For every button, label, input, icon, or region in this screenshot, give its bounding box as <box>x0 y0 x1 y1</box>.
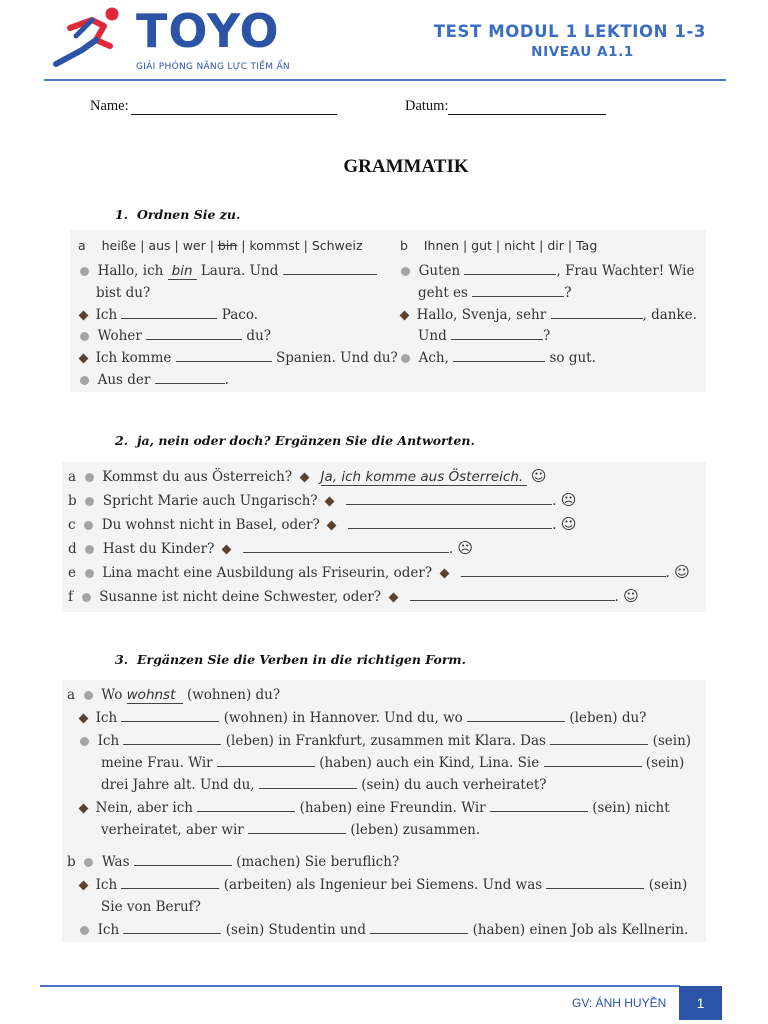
text: so gut. <box>549 350 596 366</box>
word: kommst <box>249 238 300 253</box>
text: Ich komme <box>95 350 172 366</box>
text: (haben) auch ein Kind, Lina. Sie <box>319 755 540 771</box>
diamond-icon <box>388 593 398 603</box>
ex1-a-line-5 <box>80 350 398 366</box>
answer-blank[interactable] <box>410 599 615 601</box>
answer-blank[interactable] <box>197 810 295 812</box>
ex2-item-c <box>68 515 577 533</box>
period: . <box>448 541 454 557</box>
answer-blank[interactable] <box>464 273 556 275</box>
answer-blank[interactable] <box>176 360 272 362</box>
ex3-b-line-1 <box>67 854 399 870</box>
letter: a <box>78 238 86 253</box>
text: Spanien. Und du? <box>275 350 398 366</box>
text: geht es <box>418 285 468 301</box>
ex3-a-line-1 <box>67 687 280 704</box>
ex3-a-line-6 <box>80 800 670 816</box>
text: (sein) <box>652 733 692 749</box>
answer-blank[interactable] <box>472 295 564 297</box>
diamond-icon <box>222 545 232 555</box>
word-used: bin <box>217 238 238 253</box>
ex2-item-f <box>68 587 639 605</box>
letter: c <box>68 517 76 533</box>
diamond-icon <box>299 473 309 483</box>
exercise-number: 3. <box>115 652 129 667</box>
text: (sein) <box>645 755 685 771</box>
ex1-a-line-2: bist du? <box>96 285 151 301</box>
header-rule <box>44 79 726 81</box>
sample-answer: wohnst <box>127 687 183 704</box>
ex1-a-line-6 <box>80 372 229 388</box>
exercise-2-title <box>115 433 475 448</box>
question: Kommst du aus Österreich? <box>102 469 293 485</box>
answer-blank[interactable] <box>134 864 232 866</box>
smiley-icon: ☺ <box>674 563 690 581</box>
ex3-b-line-3: Sie von Beruf? <box>101 899 201 915</box>
text: Wo <box>101 687 123 703</box>
name-label: Name: <box>90 98 129 114</box>
word: Ihnen <box>423 238 459 253</box>
word: Tag <box>576 238 598 253</box>
letter: b <box>67 854 76 870</box>
diamond-icon <box>79 354 89 364</box>
text: (haben) eine Freundin. Wir <box>299 800 486 816</box>
dot-icon <box>84 858 93 867</box>
text: , Frau Wachter! Wie <box>556 263 695 279</box>
text: meine Frau. Wir <box>101 755 213 771</box>
dot-icon <box>85 473 94 482</box>
word-box-a: a heiße | aus | wer | bin | kommst | Schweiz <box>78 238 363 253</box>
answer-blank[interactable] <box>370 932 468 934</box>
answer-blank[interactable] <box>217 765 315 767</box>
exercise-number: 2. <box>115 433 129 448</box>
text: . <box>224 372 229 388</box>
ex1-a-line-1 <box>80 263 377 279</box>
text: (wohnen) du? <box>186 687 281 703</box>
text: , danke. <box>642 307 697 323</box>
answer-blank[interactable] <box>546 887 644 889</box>
text: Und <box>418 328 447 344</box>
frown-icon: ☹ <box>560 491 577 509</box>
letter: f <box>68 589 73 605</box>
dot-icon <box>401 354 410 363</box>
answer-blank[interactable] <box>550 743 648 745</box>
answer-blank[interactable] <box>461 575 666 577</box>
ex1-b-line-3 <box>401 307 697 323</box>
word: dir <box>547 238 564 253</box>
answer-blank[interactable] <box>544 765 642 767</box>
text: Ich <box>97 922 120 938</box>
exercise-number: 1. <box>115 207 129 222</box>
answer-blank[interactable] <box>451 338 543 340</box>
text: (sein) <box>648 877 688 893</box>
frown-icon: ☹ <box>457 539 474 557</box>
dot-icon <box>80 267 89 276</box>
dot-icon <box>85 545 94 554</box>
answer-blank[interactable] <box>123 932 221 934</box>
word: heiße <box>101 238 137 253</box>
text: (machen) Sie beruflich? <box>236 854 400 870</box>
text: (leben) du? <box>569 710 647 726</box>
dot-icon <box>80 926 89 935</box>
answer-blank[interactable] <box>551 317 643 319</box>
diamond-icon <box>439 569 449 579</box>
dot-icon <box>80 376 89 385</box>
answer-blank[interactable] <box>121 317 217 319</box>
exercise-3-title <box>115 652 466 667</box>
smiley-icon: ☺ <box>530 467 547 485</box>
ex2-item-d <box>68 539 473 557</box>
word: gut <box>471 238 492 253</box>
ex1-b-line-4 <box>418 328 550 344</box>
letter: a <box>68 469 77 485</box>
smiley-icon: ☺ <box>560 515 577 533</box>
text: Guten <box>418 263 461 279</box>
text: ? <box>543 328 551 344</box>
question: Du wohnst nicht in Basel, oder? <box>101 517 320 533</box>
teacher-name: GV: ÁNH HUYỀN <box>572 996 667 1010</box>
text: verheiratet, aber wir <box>101 822 244 838</box>
word-box-b: b Ihnen | gut | nicht | dir | Tag <box>400 238 598 253</box>
answer-blank[interactable] <box>348 527 552 529</box>
diamond-icon <box>79 311 89 321</box>
dot-icon <box>85 569 94 578</box>
answer-blank[interactable] <box>467 720 565 722</box>
dot-icon <box>80 332 89 341</box>
test-title: TEST MODUL 1 LEKTION 1-3 <box>433 22 706 41</box>
answer-blank[interactable] <box>121 887 219 889</box>
dot-icon <box>82 593 91 602</box>
test-level: NIVEAU A1.1 <box>531 44 634 60</box>
text: Ich <box>95 710 118 726</box>
diamond-icon <box>79 714 89 724</box>
question: Spricht Marie auch Ungarisch? <box>102 493 318 509</box>
ex1-a-line-4 <box>80 328 271 344</box>
ex3-b-line-2 <box>80 877 687 893</box>
letter: b <box>400 238 408 253</box>
text: Was <box>101 854 130 870</box>
text: (wohnen) in Hannover. Und du, wo <box>223 710 463 726</box>
answer-blank[interactable] <box>490 810 588 812</box>
text: (arbeiten) als Ingenieur bei Siemens. Und was <box>223 877 543 893</box>
diamond-icon <box>79 881 89 891</box>
exercise-instruction: Ergänzen Sie die Verben in die richtigen Form. <box>137 652 466 667</box>
ex1-b-line-5 <box>401 350 596 366</box>
ex3-a-line-7 <box>101 822 480 838</box>
text: (sein) Studentin und <box>225 922 366 938</box>
name-field[interactable] <box>131 114 337 115</box>
answer-blank[interactable] <box>243 551 449 553</box>
question: Hast du Kinder? <box>102 541 215 557</box>
diamond-icon <box>325 497 335 507</box>
text: du? <box>246 328 271 344</box>
ex3-b-line-4 <box>80 922 688 938</box>
diamond-icon <box>79 804 89 814</box>
period: . <box>552 493 557 509</box>
text: Ach, <box>418 350 449 366</box>
ex2-item-b <box>68 491 576 509</box>
dot-icon <box>401 267 410 276</box>
ex2-item-a <box>68 467 546 486</box>
text: (leben) zusammen. <box>350 822 481 838</box>
dot-icon <box>84 521 93 530</box>
dot-icon <box>85 497 94 506</box>
period: . <box>552 517 557 533</box>
text: Hallo, ich <box>97 263 164 279</box>
letter: a <box>67 687 76 703</box>
word: Schweiz <box>311 238 363 253</box>
text: (leben) in Frankfurt, zusammen mit Klara. Das <box>225 733 546 749</box>
question: Lina macht eine Ausbildung als Friseurin, oder? <box>102 565 433 581</box>
text: Laura. Und <box>200 263 279 279</box>
text: Nein, aber ich <box>95 800 193 816</box>
answer-blank[interactable] <box>146 338 242 340</box>
text: Aus der <box>97 372 151 388</box>
answer-blank[interactable] <box>259 787 357 789</box>
text: Ich <box>97 733 120 749</box>
text: (sein) nicht <box>592 800 670 816</box>
runner-logo-icon <box>52 6 130 68</box>
date-field[interactable] <box>448 114 606 115</box>
ex1-a-line-3 <box>80 307 258 323</box>
text: ? <box>564 285 572 301</box>
word: aus <box>148 238 171 253</box>
page-number: 1 <box>679 986 722 1020</box>
text: Ich <box>95 307 118 323</box>
question: Susanne ist nicht deine Schwester, oder? <box>99 589 382 605</box>
footer-rule <box>40 985 680 987</box>
ex1-b-line-1 <box>401 263 694 279</box>
page-title: GRAMMATIK <box>343 156 469 177</box>
word: wer <box>182 238 206 253</box>
exercise-instruction: Ordnen Sie zu. <box>137 207 241 222</box>
ex3-a-line-5 <box>101 777 547 793</box>
sample-answer: bin <box>168 263 197 280</box>
letter: e <box>68 565 76 581</box>
brand-tagline: GIẢI PHÓNG NĂNG LỰC TIỀM ẨN <box>136 62 290 72</box>
ex3-a-line-3 <box>80 733 691 749</box>
answer-blank[interactable] <box>346 503 552 505</box>
answer-blank[interactable] <box>283 273 377 275</box>
answer-blank[interactable] <box>123 743 221 745</box>
ex2-item-e <box>68 563 690 581</box>
period: . <box>614 589 619 605</box>
ex1-b-line-2 <box>418 285 572 301</box>
smiley-icon: ☺ <box>623 587 639 605</box>
diamond-icon <box>327 521 337 531</box>
letter: b <box>68 493 77 509</box>
dot-icon <box>80 737 89 746</box>
letter: d <box>68 541 77 557</box>
exercise-1-title <box>115 207 240 222</box>
diamond-icon <box>400 311 410 321</box>
text: Ich <box>95 877 118 893</box>
dot-icon <box>84 691 93 700</box>
period: . <box>665 565 670 581</box>
word: nicht <box>504 238 536 253</box>
date-label: Datum: <box>405 98 449 114</box>
answer-blank[interactable] <box>453 360 545 362</box>
ex3-a-line-2 <box>80 710 646 726</box>
answer-blank[interactable] <box>248 832 346 834</box>
text: (sein) du auch verheiratet? <box>361 777 547 793</box>
ex3-a-line-4 <box>101 755 684 771</box>
text: Woher <box>97 328 142 344</box>
text: Hallo, Svenja, sehr <box>416 307 547 323</box>
sample-answer: Ja, ich komme aus Österreich. <box>321 469 527 486</box>
exercise-instruction: ja, nein oder doch? Ergänzen Sie die Antworten. <box>137 433 475 448</box>
answer-blank[interactable] <box>121 720 219 722</box>
answer-blank[interactable] <box>155 382 225 384</box>
text: (haben) einen Job als Kellnerin. <box>472 922 689 938</box>
text: drei Jahre alt. Und du, <box>101 777 255 793</box>
text: Paco. <box>221 307 259 323</box>
brand-name: TOYO <box>136 4 280 58</box>
